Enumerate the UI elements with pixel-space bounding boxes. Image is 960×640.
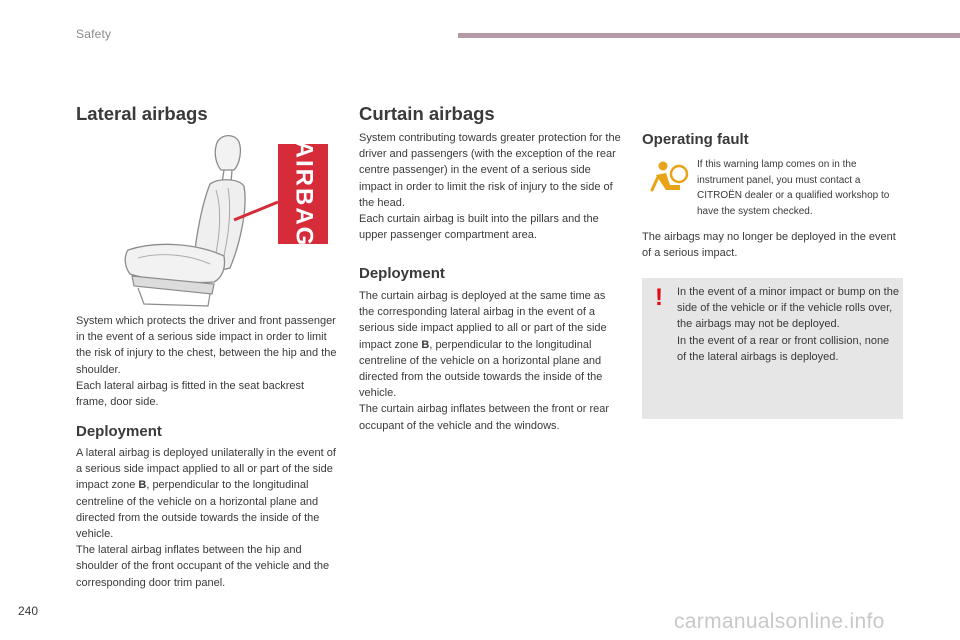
airbag-figure-label: AIRBAG [290, 140, 318, 248]
curtain-description: System contributing towards greater protection for the driver and passengers (with the exception of the rear centre passenger) in the event of a serious side impact in order to limit the risk of injury to the side of the head. Each curtain airbag is built into the pillars and the upper passenger compartment area. [359, 132, 621, 242]
exclamation-icon: ! [655, 284, 663, 311]
curtain-deployment-title: Deployment [359, 265, 445, 282]
lateral-description: System which protects the driver and front passenger in the event of a serious side impact in order to limit the risk of injury to the chest, between the hip and the shoulder. Each lateral airbag is fitted in the seat backrest frame, door side. [76, 315, 337, 409]
section-label: Safety [76, 27, 112, 41]
airbag-warning-icon [646, 155, 692, 201]
curtain-deployment-text: The curtain airbag is deployed at the same time as the corresponding lateral airbag in the event of a serious side impact applied to all or part of the side impact zone B, perpendicular to the longitudinal centreline of the vehicle on a horizontal plane and directed from the outside towards the inside of the vehicle. The curtain airbag inflates between the front or rear occupant of the vehicle and the windows. [359, 290, 610, 432]
header-bar [458, 33, 960, 38]
seat-airbag-illustration [118, 128, 350, 308]
warning-lamp-text: If this warning lamp comes on in the instrument panel, you must contact a CITROËN dealer or a qualified workshop to have the system checked. [697, 159, 890, 217]
lateral-deployment-title: Deployment [76, 423, 162, 440]
lateral-airbags-title: Lateral airbags [76, 103, 208, 124]
watermark: carmanualsonline.info [674, 610, 885, 633]
curtain-airbags-title: Curtain airbags [359, 103, 495, 124]
note-text: In the event of a minor impact or bump on the side of the vehicle or if the vehicle rolls over, the airbags may not be deployed. In the event of a rear or front collision, none of the lateral airbags is deployed. [677, 286, 899, 363]
page-number: 240 [18, 604, 39, 618]
operating-fault-title: Operating fault [642, 131, 749, 148]
lateral-deployment-text: A lateral airbag is deployed unilaterally in the event of a serious side impact applied to all or part of the side impact zone B, perpendicular to the longitudinal centreline of the vehicle on a horizontal plane and directed from the outside towards the inside of the vehicle. The lateral airbag inflates between the hip and shoulder of the front occupant of the vehicle and the corresponding door trim panel. [76, 447, 336, 589]
operating-fault-paragraph: The airbags may no longer be deployed in the event of a serious impact. [642, 231, 896, 260]
